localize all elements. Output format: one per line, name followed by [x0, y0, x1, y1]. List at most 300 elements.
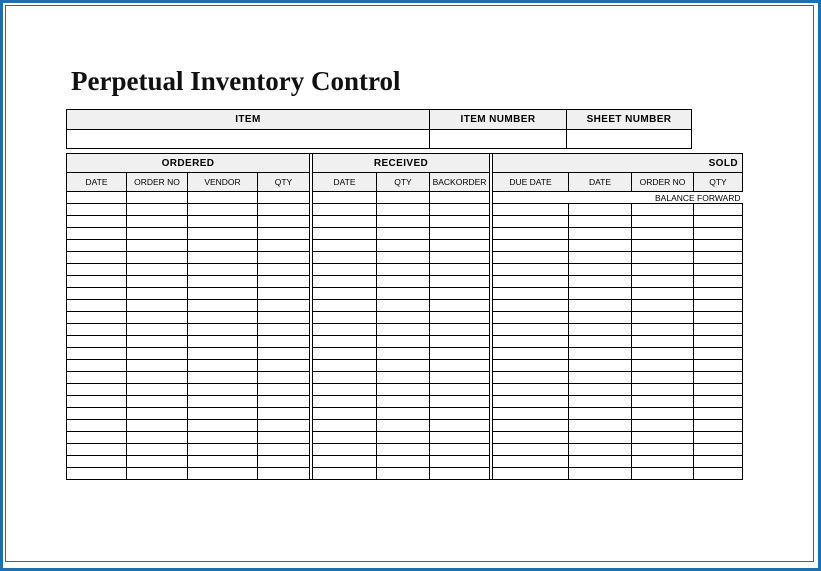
- table-row: [67, 396, 743, 408]
- log-cell[interactable]: [313, 264, 377, 276]
- log-cell[interactable]: [377, 456, 430, 468]
- log-cell[interactable]: [127, 240, 188, 252]
- log-cell[interactable]: [67, 432, 127, 444]
- log-cell[interactable]: [127, 324, 188, 336]
- log-cell[interactable]: [430, 456, 490, 468]
- table-row: [67, 240, 743, 252]
- log-cell[interactable]: [493, 264, 569, 276]
- table-row: [67, 420, 743, 432]
- log-cell[interactable]: [258, 216, 310, 228]
- log-cell[interactable]: [127, 360, 188, 372]
- ordered-col-vendor: VENDOR: [188, 173, 258, 192]
- table-row: [67, 252, 743, 264]
- log-cell[interactable]: [67, 240, 127, 252]
- sold-col-date: DATE: [569, 173, 632, 192]
- log-cell[interactable]: [694, 252, 743, 264]
- log-cell[interactable]: [67, 348, 127, 360]
- log-cell[interactable]: [632, 288, 694, 300]
- log-cell[interactable]: [377, 240, 430, 252]
- log-cell[interactable]: [188, 324, 258, 336]
- log-cell[interactable]: [258, 420, 310, 432]
- log-cell[interactable]: [313, 348, 377, 360]
- log-cell[interactable]: [430, 408, 490, 420]
- log-cell[interactable]: [430, 240, 490, 252]
- page-title: Perpetual Inventory Control: [71, 66, 401, 96]
- log-cell[interactable]: [313, 420, 377, 432]
- log-cell[interactable]: [67, 192, 127, 204]
- log-cell[interactable]: [67, 204, 127, 216]
- log-cell[interactable]: [313, 252, 377, 264]
- log-cell[interactable]: [127, 336, 188, 348]
- log-cell[interactable]: [569, 312, 632, 324]
- log-cell[interactable]: [313, 336, 377, 348]
- log-cell[interactable]: [67, 264, 127, 276]
- table-row: [67, 336, 743, 348]
- log-cell[interactable]: [493, 312, 569, 324]
- log-cell[interactable]: [258, 312, 310, 324]
- log-cell[interactable]: [377, 432, 430, 444]
- log-cell[interactable]: [67, 360, 127, 372]
- log-cell[interactable]: [493, 240, 569, 252]
- log-cell[interactable]: [569, 444, 632, 456]
- table-row: [67, 432, 743, 444]
- log-cell[interactable]: [188, 372, 258, 384]
- log-cell[interactable]: [67, 288, 127, 300]
- log-cell[interactable]: [493, 456, 569, 468]
- table-row: [67, 360, 743, 372]
- log-cell[interactable]: [258, 444, 310, 456]
- log-cell[interactable]: [569, 240, 632, 252]
- log-cell[interactable]: [694, 276, 743, 288]
- log-cell[interactable]: [258, 360, 310, 372]
- log-cell[interactable]: [632, 372, 694, 384]
- log-cell[interactable]: [493, 276, 569, 288]
- log-cell[interactable]: [694, 432, 743, 444]
- ordered-header: ORDERED: [67, 154, 310, 173]
- log-cell[interactable]: [430, 360, 490, 372]
- log-cell[interactable]: [67, 276, 127, 288]
- log-cell[interactable]: [258, 228, 310, 240]
- log-cell[interactable]: [258, 252, 310, 264]
- log-cell[interactable]: [188, 312, 258, 324]
- log-cell[interactable]: [430, 384, 490, 396]
- log-cell[interactable]: [569, 324, 632, 336]
- log-cell[interactable]: [313, 192, 377, 204]
- item-number-field[interactable]: [430, 130, 567, 149]
- log-cell[interactable]: [694, 372, 743, 384]
- log-cell[interactable]: [430, 444, 490, 456]
- log-cell[interactable]: [313, 324, 377, 336]
- log-cell[interactable]: [188, 216, 258, 228]
- table-row: [67, 276, 743, 288]
- log-cell[interactable]: [127, 432, 188, 444]
- table-row: [67, 312, 743, 324]
- log-cell[interactable]: [127, 312, 188, 324]
- log-cell[interactable]: [694, 324, 743, 336]
- log-cell[interactable]: [258, 324, 310, 336]
- log-cell[interactable]: [127, 192, 188, 204]
- log-cell[interactable]: [188, 396, 258, 408]
- log-cell[interactable]: [127, 384, 188, 396]
- log-cell[interactable]: [493, 360, 569, 372]
- log-cell[interactable]: [493, 408, 569, 420]
- log-cell[interactable]: [377, 420, 430, 432]
- log-cell[interactable]: [632, 276, 694, 288]
- log-cell[interactable]: [430, 252, 490, 264]
- item-label: ITEM: [67, 110, 430, 130]
- log-cell[interactable]: [493, 432, 569, 444]
- log-cell[interactable]: [569, 348, 632, 360]
- log-cell[interactable]: [694, 396, 743, 408]
- log-cell[interactable]: [569, 300, 632, 312]
- log-cell[interactable]: [313, 204, 377, 216]
- log-cell[interactable]: [493, 468, 569, 480]
- log-cell[interactable]: [377, 228, 430, 240]
- log-cell[interactable]: [188, 288, 258, 300]
- log-cell[interactable]: [694, 204, 743, 216]
- log-cell[interactable]: [258, 336, 310, 348]
- log-cell[interactable]: [188, 264, 258, 276]
- log-cell[interactable]: [188, 420, 258, 432]
- log-cell[interactable]: [632, 324, 694, 336]
- log-cell[interactable]: [188, 348, 258, 360]
- log-cell[interactable]: [430, 276, 490, 288]
- log-cell[interactable]: [377, 444, 430, 456]
- log-cell[interactable]: [67, 372, 127, 384]
- log-cell[interactable]: [67, 300, 127, 312]
- log-cell[interactable]: [632, 384, 694, 396]
- log-cell[interactable]: [569, 372, 632, 384]
- log-cell[interactable]: [430, 432, 490, 444]
- log-cell[interactable]: [569, 456, 632, 468]
- log-cell[interactable]: [569, 336, 632, 348]
- log-cell[interactable]: [377, 192, 430, 204]
- log-cell[interactable]: [313, 228, 377, 240]
- log-cell[interactable]: [632, 228, 694, 240]
- log-cell[interactable]: [313, 276, 377, 288]
- log-cell[interactable]: [67, 336, 127, 348]
- log-cell[interactable]: [127, 456, 188, 468]
- log-cell[interactable]: [493, 396, 569, 408]
- table-row: [67, 408, 743, 420]
- log-cell[interactable]: [632, 216, 694, 228]
- balance-forward-label: BALANCE FORWARD: [655, 192, 741, 203]
- log-cell[interactable]: [127, 408, 188, 420]
- log-cell[interactable]: [430, 288, 490, 300]
- log-cell[interactable]: [258, 396, 310, 408]
- log-cell[interactable]: [377, 312, 430, 324]
- log-cell[interactable]: [569, 288, 632, 300]
- log-cell[interactable]: [694, 444, 743, 456]
- log-cell[interactable]: [569, 228, 632, 240]
- log-cell[interactable]: [694, 408, 743, 420]
- item-header-table: [66, 109, 692, 149]
- log-cell[interactable]: [377, 276, 430, 288]
- log-cell[interactable]: [569, 420, 632, 432]
- log-cell[interactable]: [430, 324, 490, 336]
- log-cell[interactable]: [258, 456, 310, 468]
- table-row: [67, 444, 743, 456]
- log-cell[interactable]: [430, 468, 490, 480]
- log-cell[interactable]: [377, 384, 430, 396]
- log-cell[interactable]: [258, 300, 310, 312]
- log-cell[interactable]: [632, 396, 694, 408]
- log-cell[interactable]: [569, 264, 632, 276]
- log-cell[interactable]: [188, 252, 258, 264]
- log-cell[interactable]: [377, 204, 430, 216]
- log-cell[interactable]: [188, 300, 258, 312]
- log-cell[interactable]: [632, 240, 694, 252]
- log-cell[interactable]: [694, 468, 743, 480]
- log-cell[interactable]: [632, 408, 694, 420]
- log-cell[interactable]: [188, 192, 258, 204]
- log-cell[interactable]: [493, 228, 569, 240]
- log-cell[interactable]: [127, 204, 188, 216]
- log-cell[interactable]: [377, 264, 430, 276]
- log-cell[interactable]: [493, 216, 569, 228]
- log-cell[interactable]: [377, 360, 430, 372]
- log-cell[interactable]: [694, 300, 743, 312]
- log-cell[interactable]: [569, 384, 632, 396]
- log-cell[interactable]: [377, 300, 430, 312]
- log-cell[interactable]: [377, 396, 430, 408]
- received-header: RECEIVED: [313, 154, 490, 173]
- log-cell[interactable]: [258, 240, 310, 252]
- log-cell[interactable]: [313, 456, 377, 468]
- log-cell[interactable]: [632, 432, 694, 444]
- log-cell[interactable]: [67, 396, 127, 408]
- table-row: [67, 300, 743, 312]
- ordered-col-order-no: ORDER NO: [127, 173, 188, 192]
- table-row: [67, 324, 743, 336]
- log-cell[interactable]: [493, 324, 569, 336]
- log-cell[interactable]: [430, 300, 490, 312]
- log-cell[interactable]: [493, 444, 569, 456]
- table-row: [67, 384, 743, 396]
- log-cell[interactable]: [377, 372, 430, 384]
- log-cell[interactable]: [313, 432, 377, 444]
- log-cell[interactable]: [694, 264, 743, 276]
- log-cell[interactable]: [313, 288, 377, 300]
- log-cell[interactable]: [694, 336, 743, 348]
- log-cell[interactable]: [127, 228, 188, 240]
- log-cell[interactable]: [258, 192, 310, 204]
- log-cell[interactable]: [694, 420, 743, 432]
- log-cell[interactable]: [632, 444, 694, 456]
- log-cell[interactable]: [127, 372, 188, 384]
- sold-col-due-date: DUE DATE: [493, 173, 569, 192]
- log-cell[interactable]: [313, 408, 377, 420]
- log-cell[interactable]: [258, 468, 310, 480]
- log-cell[interactable]: [188, 432, 258, 444]
- log-cell[interactable]: [188, 408, 258, 420]
- log-cell[interactable]: [188, 456, 258, 468]
- log-cell[interactable]: [67, 420, 127, 432]
- sheet-number-label: SHEET NUMBER: [567, 110, 692, 130]
- log-cell[interactable]: [258, 408, 310, 420]
- log-cell[interactable]: [188, 276, 258, 288]
- log-cell[interactable]: [377, 216, 430, 228]
- table-row: [67, 372, 743, 384]
- sold-col-qty: QTY: [694, 173, 743, 192]
- log-cell[interactable]: [632, 300, 694, 312]
- log-cell[interactable]: [67, 468, 127, 480]
- log-cell[interactable]: [258, 348, 310, 360]
- log-cell[interactable]: [632, 252, 694, 264]
- log-cell[interactable]: [67, 384, 127, 396]
- item-number-label: ITEM NUMBER: [430, 110, 567, 130]
- log-cell[interactable]: [67, 252, 127, 264]
- table-row: [67, 288, 743, 300]
- log-cell[interactable]: [632, 312, 694, 324]
- log-cell[interactable]: [377, 336, 430, 348]
- log-cell[interactable]: [258, 264, 310, 276]
- log-cell[interactable]: [694, 288, 743, 300]
- log-cell[interactable]: [694, 216, 743, 228]
- log-cell[interactable]: [430, 348, 490, 360]
- log-cell[interactable]: [313, 444, 377, 456]
- log-cell[interactable]: [258, 384, 310, 396]
- log-cell[interactable]: [377, 468, 430, 480]
- log-cell[interactable]: [258, 204, 310, 216]
- log-cell[interactable]: [430, 336, 490, 348]
- log-cell[interactable]: [632, 420, 694, 432]
- log-cell[interactable]: [569, 204, 632, 216]
- log-cell[interactable]: [67, 456, 127, 468]
- log-cell[interactable]: [493, 372, 569, 384]
- log-cell[interactable]: [493, 420, 569, 432]
- log-cell[interactable]: [493, 300, 569, 312]
- log-cell[interactable]: [127, 276, 188, 288]
- log-cell[interactable]: [127, 348, 188, 360]
- log-cell[interactable]: [569, 252, 632, 264]
- log-cell[interactable]: [313, 468, 377, 480]
- log-cell[interactable]: [694, 312, 743, 324]
- log-cell[interactable]: [67, 408, 127, 420]
- log-cell[interactable]: [569, 432, 632, 444]
- log-cell[interactable]: [313, 312, 377, 324]
- log-cell[interactable]: [127, 420, 188, 432]
- log-cell[interactable]: [632, 204, 694, 216]
- log-cell[interactable]: [569, 396, 632, 408]
- table-row: [67, 204, 743, 216]
- log-cell[interactable]: [377, 324, 430, 336]
- log-cell[interactable]: [430, 228, 490, 240]
- log-cell[interactable]: [188, 384, 258, 396]
- sold-header: SOLD: [493, 154, 743, 173]
- log-cell[interactable]: [430, 312, 490, 324]
- log-cell[interactable]: [694, 384, 743, 396]
- log-cell[interactable]: [67, 324, 127, 336]
- log-cell[interactable]: [313, 216, 377, 228]
- log-cell[interactable]: [313, 372, 377, 384]
- log-cell[interactable]: [632, 360, 694, 372]
- table-row: [67, 468, 743, 480]
- log-cell[interactable]: [430, 264, 490, 276]
- log-cell[interactable]: [632, 468, 694, 480]
- log-cell[interactable]: [694, 228, 743, 240]
- log-cell[interactable]: [188, 204, 258, 216]
- log-cell[interactable]: [127, 216, 188, 228]
- log-cell[interactable]: [188, 360, 258, 372]
- log-cell[interactable]: [67, 444, 127, 456]
- log-cell[interactable]: [127, 468, 188, 480]
- received-col-qty: QTY: [377, 173, 430, 192]
- log-cell[interactable]: [632, 336, 694, 348]
- inventory-log-table: [66, 153, 743, 480]
- log-cell[interactable]: [313, 300, 377, 312]
- log-cell[interactable]: [632, 264, 694, 276]
- log-cell[interactable]: [694, 456, 743, 468]
- log-cell[interactable]: [313, 240, 377, 252]
- log-cell[interactable]: [569, 468, 632, 480]
- log-cell[interactable]: [127, 300, 188, 312]
- log-cell[interactable]: [493, 348, 569, 360]
- log-cell[interactable]: [127, 288, 188, 300]
- log-cell[interactable]: [188, 228, 258, 240]
- log-cell[interactable]: [569, 216, 632, 228]
- log-cell[interactable]: [694, 360, 743, 372]
- log-cell[interactable]: [377, 288, 430, 300]
- ordered-col-qty: QTY: [258, 173, 310, 192]
- log-cell[interactable]: [188, 336, 258, 348]
- log-cell[interactable]: [493, 204, 569, 216]
- item-field[interactable]: [67, 130, 430, 149]
- log-cell[interactable]: [430, 216, 490, 228]
- log-cell[interactable]: [493, 384, 569, 396]
- log-cell[interactable]: [632, 456, 694, 468]
- log-cell[interactable]: [377, 252, 430, 264]
- log-cell[interactable]: [569, 276, 632, 288]
- log-cell[interactable]: [313, 384, 377, 396]
- log-cell[interactable]: [67, 228, 127, 240]
- log-cell[interactable]: [188, 444, 258, 456]
- log-cell[interactable]: [127, 252, 188, 264]
- log-cell[interactable]: [632, 348, 694, 360]
- log-cell[interactable]: [188, 468, 258, 480]
- log-cell[interactable]: [67, 312, 127, 324]
- log-cell[interactable]: [430, 396, 490, 408]
- log-cell[interactable]: [694, 240, 743, 252]
- log-cell[interactable]: [493, 288, 569, 300]
- log-cell[interactable]: [377, 348, 430, 360]
- sheet-number-field[interactable]: [567, 130, 692, 149]
- log-cell[interactable]: [67, 216, 127, 228]
- sold-col-order-no: ORDER NO: [632, 173, 694, 192]
- table-row: [67, 456, 743, 468]
- log-cell[interactable]: [493, 336, 569, 348]
- log-cell[interactable]: [127, 444, 188, 456]
- log-cell[interactable]: [377, 408, 430, 420]
- log-cell[interactable]: [313, 360, 377, 372]
- log-cell[interactable]: [694, 348, 743, 360]
- log-cell[interactable]: [430, 420, 490, 432]
- log-cell[interactable]: [127, 396, 188, 408]
- log-cell[interactable]: [258, 276, 310, 288]
- log-cell[interactable]: [258, 432, 310, 444]
- log-cell[interactable]: [430, 372, 490, 384]
- log-cell[interactable]: [313, 396, 377, 408]
- log-cell[interactable]: [493, 252, 569, 264]
- log-cell[interactable]: [127, 264, 188, 276]
- log-cell[interactable]: [430, 192, 490, 204]
- log-cell[interactable]: [258, 288, 310, 300]
- log-cell[interactable]: [188, 240, 258, 252]
- log-cell[interactable]: [430, 204, 490, 216]
- log-cell[interactable]: [258, 372, 310, 384]
- log-cell[interactable]: [569, 408, 632, 420]
- log-cell[interactable]: [569, 360, 632, 372]
